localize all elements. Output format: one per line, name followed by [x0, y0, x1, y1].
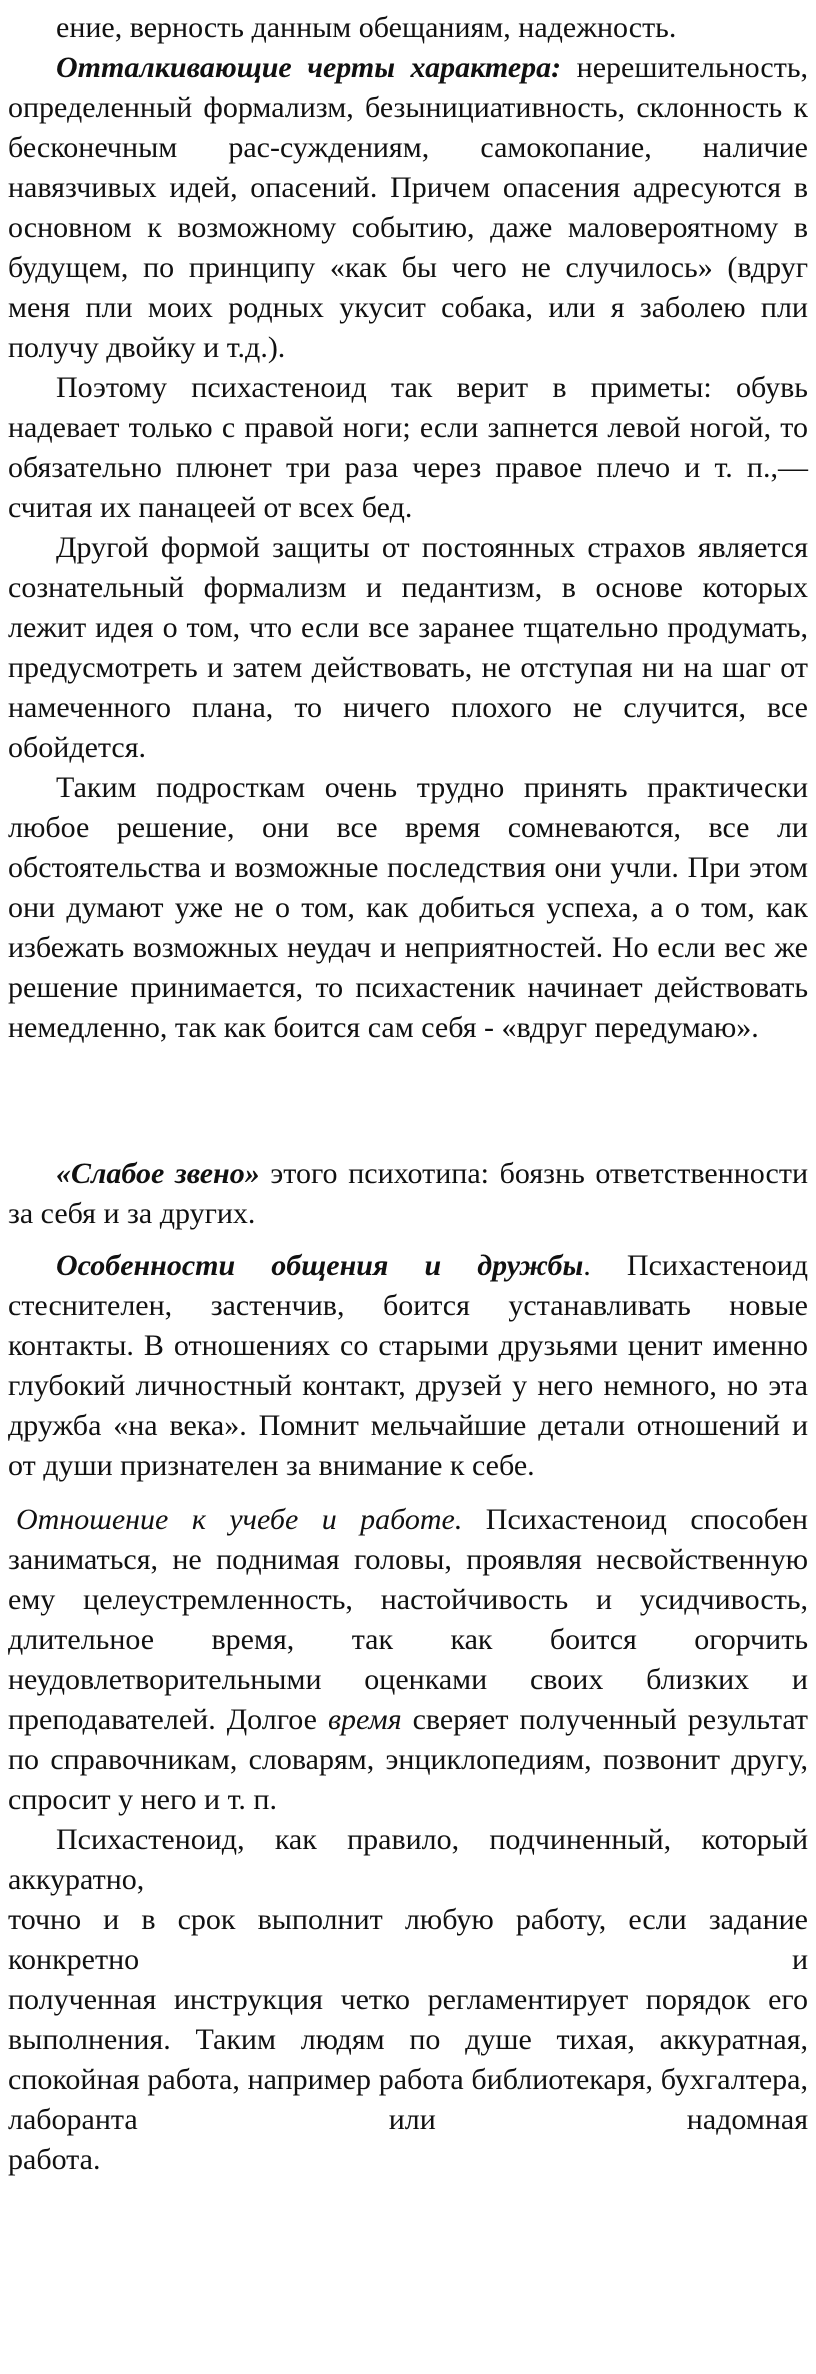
text-repelling-traits: нерешительность, определенный формализм, безынициативность, склонность к бесконечным рас-суждениям, самокопание, наличие навязчивых идей, опасений. Причем опасения адресуются в основном к возможному событию, даже маловероятному в будущем, по принципу «как бы чего не случилось» (вдруг меня пли моих родных укусит собака, или я заболею пли получу двойку и т.д.).: [8, 51, 809, 364]
paragraph-repelling-traits: [8, 48, 808, 368]
paragraph-study-work: [8, 1500, 808, 1820]
text-weak-link: этого психотипа: боязнь ответственности за себя и за других.: [8, 1157, 808, 1230]
subordinate-line-1: Психастеноид, как правило, подчиненный, который аккуратно,: [8, 1823, 808, 1896]
heading-repelling-traits: Отталкивающие черты характера:: [56, 51, 562, 84]
text-friendship: . Психастеноид стеснителен, застенчив, боится устанавливать новые контакты. В отношениях со старыми друзьями ценит именно глубокий личностный контакт, друзей у него немного, но эта дружба «на века». Помнит мельчайшие детали отношений и от души признателен за внимание к себе.: [8, 1249, 808, 1482]
heading-study-work: Отношение к учебе и работе.: [16, 1503, 463, 1536]
paragraph-subordinate: [8, 1820, 808, 2180]
heading-friendship: Особенности общения и дружбы: [56, 1249, 584, 1282]
paragraph-friendship: [8, 1246, 808, 1486]
paragraph-decisions: Таким подросткам очень трудно принять практически любое решение, они все время сомневаются, все ли обстоятельства и возможные последствия они учли. При этом они думают уже не о том, как добиться успеха, а о том, как избежать возможных неудач и неприятностей. Но если вес же решение принимается, то психастеник начинает действовать немедленно, так как боится сам себя - «вдруг передумаю».: [8, 771, 808, 1044]
subordinate-line-4: работа.: [8, 2143, 101, 2176]
paragraph-omens: Поэтому психастеноид так верит в приметы: обувь надевает только с правой ноги; если запнется левой ногой, то обязательно плюнет три раза через правое плечо и т. п.,— считая их панацеей от всех бед.: [8, 371, 808, 524]
subordinate-line-3: полученная инструкция четко регламентирует порядок его выполнения. Таким людям по душе тихая, аккуратная, спокойная работа, например работа библиотекаря, бухгалтера, лаборанта или надомная: [8, 1983, 808, 2136]
paragraph-weak-link: [8, 1154, 808, 1234]
text-study-work-b: сверяет полученный результат по справочникам, словарям, энциклопедиям, позвонит другу, спросит у него и т. п.: [8, 1703, 808, 1816]
text-study-work-a: Психастеноид способен заниматься, не поднимая головы, проявляя несвойственную ему целеустремленность, настойчивость и усидчивость, длительное время, так как боится огорчить неудовлетворительными оценками своих близких и преподавателей. Долгое: [8, 1503, 808, 1736]
subordinate-line-2: точно и в срок выполнит любую работу, если задание конкретно и: [8, 1903, 808, 1976]
paragraph-formalism: Другой формой защиты от постоянных страхов является сознательный формализм и педантизм, в основе которых лежит идея о том, что если все заранее тщательно продумать, предусмотреть и затем действовать, не отступая ни на шаг от намеченного плана, то ничего плохого не случится, все обойдется.: [8, 531, 808, 764]
text-study-work-italic: время: [327, 1703, 402, 1736]
heading-weak-link: «Слабое звено»: [56, 1157, 260, 1190]
paragraph-continuation: ение, верность данным обещаниям, надежность.: [56, 11, 677, 44]
